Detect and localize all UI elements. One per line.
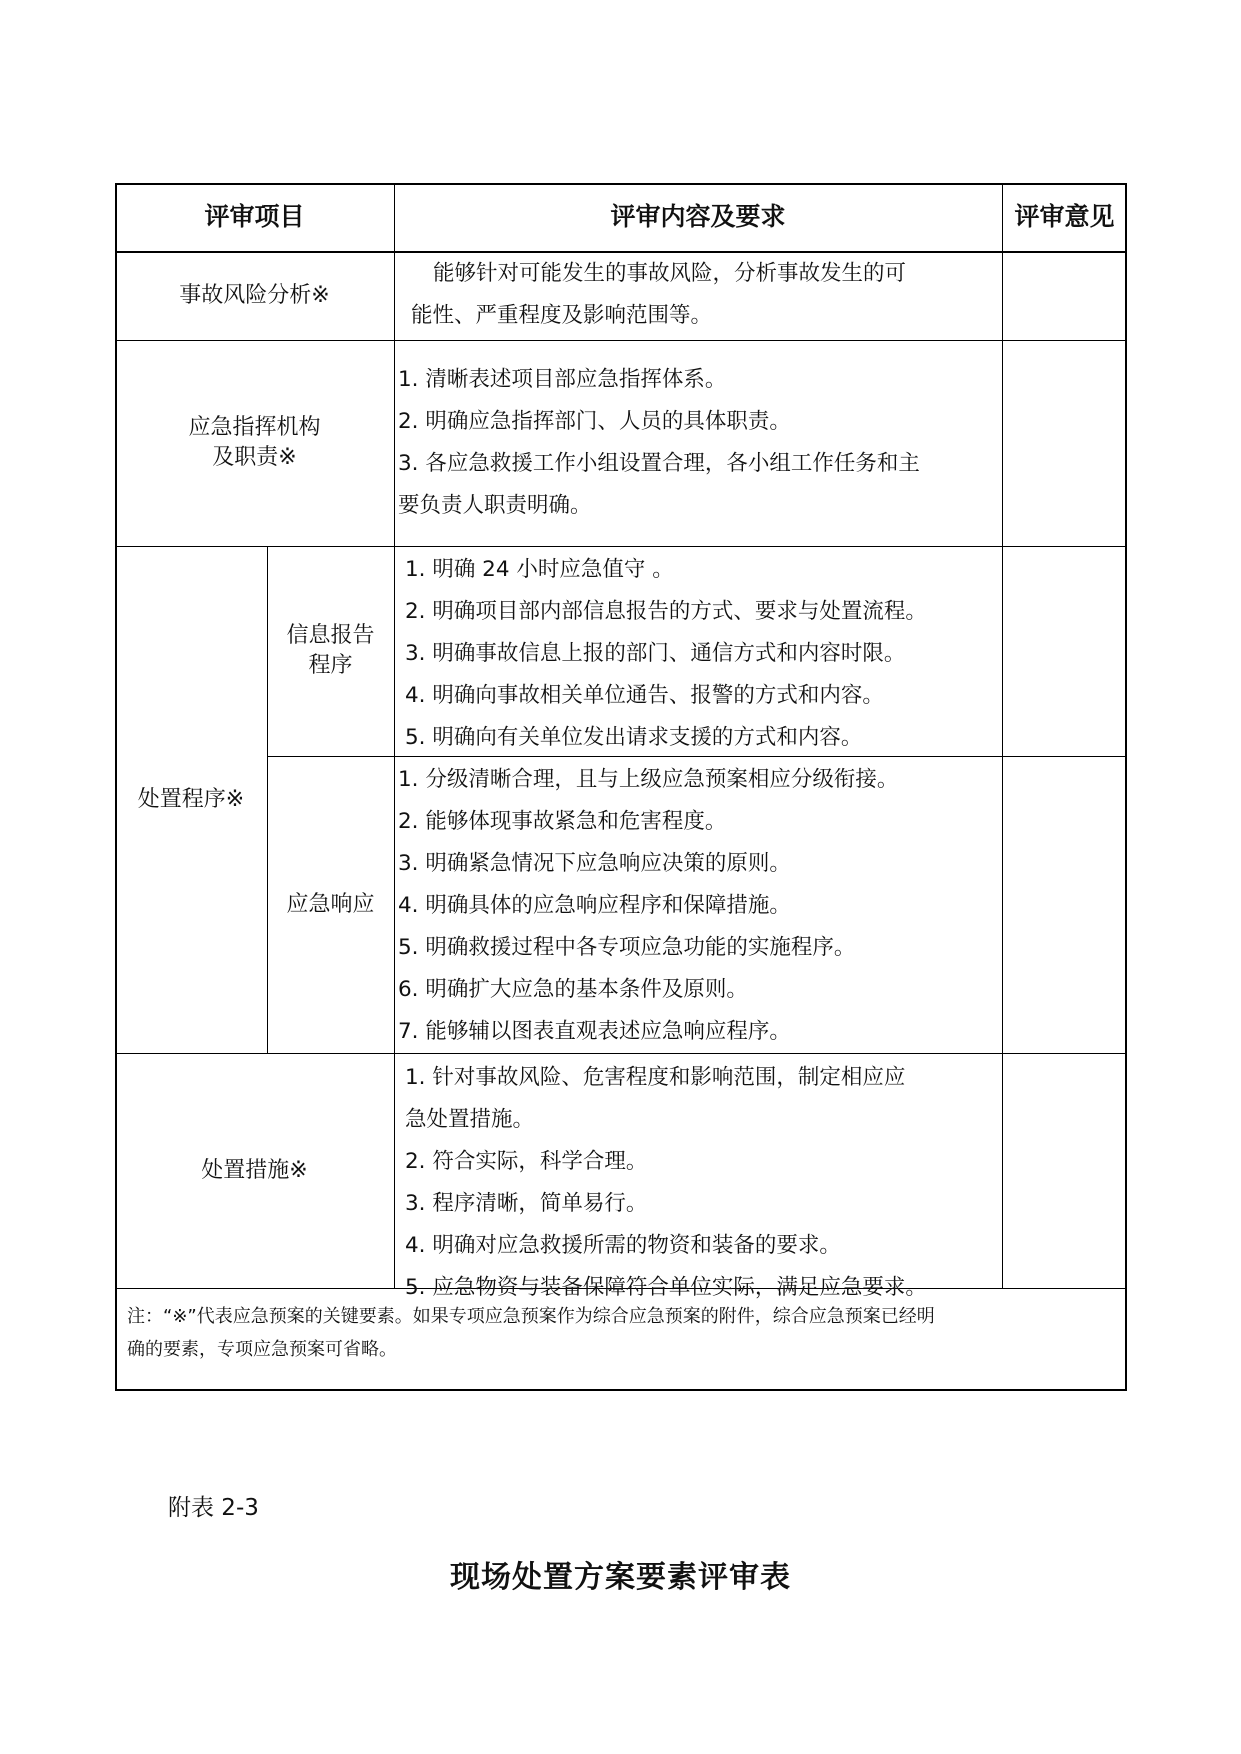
list-item: 2. 明确应急指挥部门、人员的具体职责。 <box>398 409 791 434</box>
list-item: 3. 明确紧急情况下应急响应决策的原则。 <box>398 851 791 876</box>
list-item: 急处置措施。 <box>405 1107 535 1132</box>
list-item: 3. 各应急救援工作小组设置合理，各小组工作任务和主 <box>398 451 920 476</box>
list-item: 要负责人职责明确。 <box>398 493 592 518</box>
list-item: 5. 明确向有关单位发出请求支援的方式和内容。 <box>405 725 863 750</box>
list-item: 4. 明确对应急救援所需的物资和装备的要求。 <box>405 1233 841 1258</box>
appendix-label: 附表 2-3 <box>168 1495 259 1521</box>
list-item: 2. 符合实际，科学合理。 <box>405 1149 648 1174</box>
list-item: 5. 应急物资与装备保障符合单位实际，满足应急要求。 <box>405 1275 927 1300</box>
list-item: 1. 明确 24 小时应急值守 。 <box>405 557 674 582</box>
list-item: 4. 明确向事故相关单位通告、报警的方式和内容。 <box>405 683 884 708</box>
header-opinion: 评审意见 <box>1014 202 1115 231</box>
header-content: 评审内容及要求 <box>610 202 786 231</box>
list-item: 1. 清晰表述项目部应急指挥体系。 <box>398 367 727 392</box>
column-divider <box>394 183 395 1288</box>
list-item: 3. 明确事故信息上报的部门、通信方式和内容时限。 <box>405 641 906 666</box>
review-table <box>115 183 1127 1391</box>
list-item: 7. 能够辅以图表直观表述应急响应程序。 <box>398 1019 791 1044</box>
row-label-org-line1: 应急指挥机构 <box>188 415 321 440</box>
row-content-risk <box>403 253 906 337</box>
row-content-info-report <box>405 549 927 759</box>
list-item: 3. 程序清晰，简单易行。 <box>405 1191 648 1216</box>
row-label-risk: 事故风险分析※ <box>179 282 330 308</box>
table-note-line2: 确的要素，专项应急预案可省略。 <box>127 1339 397 1360</box>
row-label-info-line2: 程序 <box>308 653 353 678</box>
list-item: 2. 能够体现事故紧急和危害程度。 <box>398 809 727 834</box>
list-item: 6. 明确扩大应急的基本条件及原则。 <box>398 977 748 1002</box>
list-item: 1. 针对事故风险、危害程度和影响范围，制定相应应 <box>405 1065 906 1090</box>
table-border-right <box>1125 183 1127 1391</box>
row-label-org <box>115 340 394 546</box>
row-content-response <box>398 759 898 1053</box>
list-item: 能性、严重程度及影响范围等。 <box>411 303 713 328</box>
column-divider <box>1002 183 1003 1288</box>
list-item: 4. 明确具体的应急响应程序和保障措施。 <box>398 893 791 918</box>
row-content-org <box>398 359 920 527</box>
list-item: 1. 分级清晰合理，且与上级应急预案相应分级衔接。 <box>398 767 899 792</box>
header-item: 评审项目 <box>204 202 305 231</box>
row-label-measures: 处置措施※ <box>201 1157 308 1183</box>
row-label-response: 应急响应 <box>286 891 375 917</box>
list-item: 2. 明确项目部内部信息报告的方式、要求与处置流程。 <box>405 599 927 624</box>
table-note <box>127 1300 1117 1366</box>
list-item: 5. 明确救援过程中各专项应急功能的实施程序。 <box>398 935 856 960</box>
row-label-info-report <box>267 546 394 756</box>
row-label-org-line2: 及职责※ <box>212 445 297 470</box>
next-table-title: 现场处置方案要素评审表 <box>450 1560 791 1595</box>
list-item: 能够针对可能发生的事故风险，分析事故发生的可 <box>433 261 907 286</box>
row-content-measures <box>405 1057 927 1309</box>
row-label-info-line1: 信息报告 <box>286 623 375 648</box>
table-border-bottom <box>115 1389 1127 1391</box>
table-note-line1: 注：“※”代表应急预案的关键要素。如果专项应急预案作为综合应急预案的附件，综合应急预案已经明 <box>127 1306 935 1327</box>
row-label-procedure: 处置程序※ <box>137 786 245 812</box>
